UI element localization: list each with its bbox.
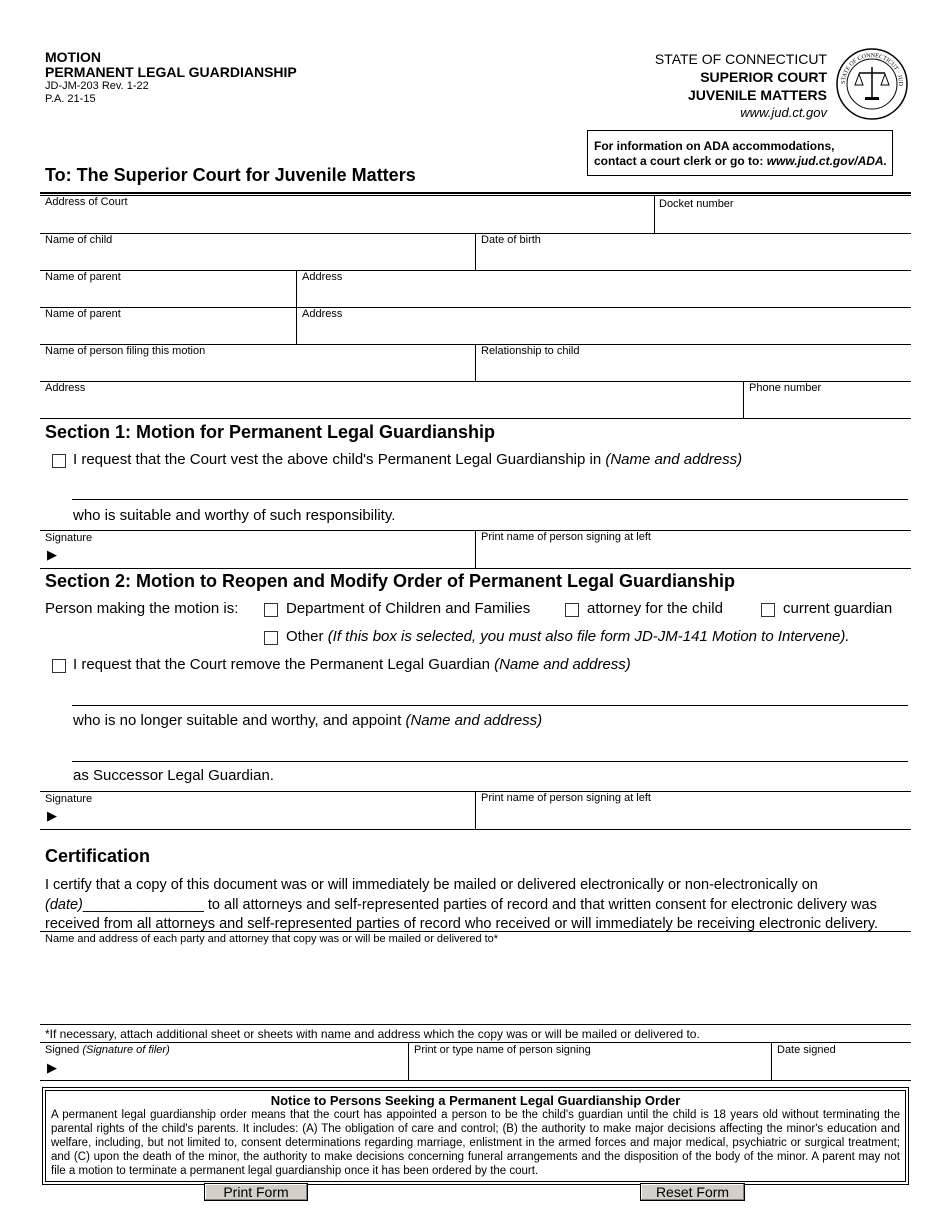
state-name: STATE OF CONNECTICUT bbox=[654, 51, 827, 67]
divider bbox=[743, 381, 744, 418]
parent1-name-label: Name of parent bbox=[45, 271, 121, 283]
dcf-label: Department of Children and Families bbox=[286, 600, 531, 617]
divider bbox=[40, 1042, 911, 1043]
notice-title: Notice to Persons Seeking a Permanent Legal Guardianship Order bbox=[270, 1093, 681, 1108]
signed-label: Signed (Signature of filer) bbox=[45, 1044, 170, 1056]
name-of-child-label: Name of child bbox=[45, 234, 113, 246]
form-header bbox=[45, 50, 297, 106]
phone-number-label: Phone number bbox=[749, 382, 822, 394]
notice-box bbox=[45, 1090, 906, 1182]
court-website: www.jud.ct.gov bbox=[740, 105, 827, 120]
appoint-text: who is no longer suitable and worthy, and appoint (Name and address) bbox=[73, 712, 543, 729]
successor-text: as Successor Legal Guardian. bbox=[73, 767, 274, 784]
print-type-name-label: Print or type name of person signing bbox=[414, 1044, 591, 1056]
attorney-label: attorney for the child bbox=[587, 600, 723, 617]
date-signed-label: Date signed bbox=[777, 1044, 836, 1056]
reset-form-button[interactable]: Reset Form bbox=[640, 1183, 745, 1201]
divider bbox=[40, 307, 911, 308]
form-title-line1: MOTION bbox=[45, 49, 101, 65]
ada-line2: contact a court clerk or go to: bbox=[594, 154, 767, 168]
other-checkbox[interactable] bbox=[264, 631, 278, 645]
court-line2: JUVENILE MATTERS bbox=[688, 87, 827, 103]
parties-label: Name and address of each party and attorney that copy was or will be mailed or delivered to* bbox=[45, 933, 499, 945]
divider bbox=[771, 1042, 772, 1080]
parent1-address-label: Address bbox=[302, 271, 343, 283]
certification-heading: Certification bbox=[45, 846, 151, 866]
certification-paragraph: I certify that a copy of this document was or will immediately be mailed or delivered electronically or non-electronically on (date)_______________ to all attorneys and self-represented parties of record and that written consent for electronic delivery was received from all attorneys and self-represented parties of record who received or will immediately be receiving electronic delivery. bbox=[45, 877, 879, 932]
remove-guardian-checkbox[interactable] bbox=[52, 659, 66, 673]
svg-text:STATE OF CONNECTICUT · JUDICIA bbox=[835, 47, 903, 87]
section1-heading: Section 1: Motion for Permanent Legal Guardianship bbox=[45, 422, 496, 442]
public-act: P.A. 21-15 bbox=[45, 93, 96, 105]
section1-request-checkbox[interactable] bbox=[52, 454, 66, 468]
ada-line1: For information on ADA accommodations, bbox=[594, 139, 835, 153]
section1-suitable-text: who is suitable and worthy of such responsibility. bbox=[73, 507, 396, 524]
form-title-line2: PERMANENT LEGAL GUARDIANSHIP bbox=[45, 64, 297, 80]
ada-link[interactable]: www.jud.ct.gov/ADA. bbox=[766, 154, 887, 168]
addressee-heading: To: The Superior Court for Juvenile Matters bbox=[45, 165, 416, 185]
divider bbox=[40, 270, 911, 271]
other-label: Other (If this box is selected, you must also file form JD-JM-141 Motion to Intervene). bbox=[286, 628, 850, 645]
remove-guardian-text: I request that the Court remove the Permanent Legal Guardian (Name and address) bbox=[73, 656, 631, 673]
divider bbox=[654, 196, 655, 233]
section1-signature-label: Signature bbox=[45, 532, 93, 544]
remove-guardian-entry-line[interactable] bbox=[72, 705, 908, 706]
form-number: JD-JM-203 Rev. 1-22 bbox=[45, 80, 149, 92]
guardian-label: current guardian bbox=[783, 600, 893, 617]
date-of-birth-label: Date of birth bbox=[481, 234, 541, 246]
divider bbox=[40, 829, 911, 830]
signed-arrow-icon: ▶ bbox=[47, 1060, 57, 1075]
double-rule-bottom bbox=[40, 195, 911, 196]
section1-guardian-entry-line[interactable] bbox=[72, 499, 908, 500]
docket-number-label: Docket number bbox=[659, 198, 734, 210]
divider bbox=[40, 931, 911, 932]
dcf-checkbox[interactable] bbox=[264, 603, 278, 617]
filer-address-label: Address bbox=[45, 382, 86, 394]
court-header bbox=[655, 50, 827, 122]
section1-sign-arrow-icon: ▶ bbox=[47, 547, 57, 562]
double-rule-top bbox=[40, 192, 911, 194]
print-form-button[interactable]: Print Form bbox=[204, 1183, 308, 1201]
attorney-checkbox[interactable] bbox=[565, 603, 579, 617]
filer-name-label: Name of person filing this motion bbox=[45, 345, 206, 357]
court-line1: SUPERIOR COURT bbox=[700, 69, 827, 85]
divider bbox=[40, 418, 911, 419]
parent2-address-label: Address bbox=[302, 308, 343, 320]
divider bbox=[475, 530, 476, 568]
ada-info-box bbox=[587, 130, 893, 176]
divider bbox=[475, 344, 476, 381]
address-of-court-label: Address of Court bbox=[45, 196, 128, 208]
section2-signature-label: Signature bbox=[45, 793, 93, 805]
appoint-entry-line[interactable] bbox=[72, 761, 908, 762]
divider bbox=[475, 791, 476, 829]
state-seal-icon bbox=[835, 47, 909, 121]
seal-text: STATE OF CONNECTICUT · JUD bbox=[840, 52, 904, 87]
divider bbox=[408, 1042, 409, 1080]
divider bbox=[40, 568, 911, 569]
divider bbox=[475, 233, 476, 270]
section1-print-name-label: Print name of person signing at left bbox=[481, 531, 651, 543]
section2-print-name-label: Print name of person signing at left bbox=[481, 792, 651, 804]
section2-heading: Section 2: Motion to Reopen and Modify Order of Permanent Legal Guardianship bbox=[45, 571, 736, 591]
guardian-checkbox[interactable] bbox=[761, 603, 775, 617]
attach-note: *If necessary, attach additional sheet or sheets with name and address which the copy was or will be mailed or delivered to. bbox=[45, 1027, 700, 1041]
divider bbox=[40, 1080, 911, 1081]
relationship-label: Relationship to child bbox=[481, 345, 580, 357]
parent2-name-label: Name of parent bbox=[45, 308, 121, 320]
section2-sign-arrow-icon: ▶ bbox=[47, 808, 57, 823]
section1-request-text: I request that the Court vest the above child's Permanent Legal Guardianship in (Name and address) bbox=[73, 451, 743, 468]
notice-body: A permanent legal guardianship order means that the court has appointed a person to be the child's guardian until the child is 18 years old without terminating the parental rights of the child's parents. It includes: (A) The obligation of care and control; (B) the authority to make major decisions affecting the minor's education and welfare, including, but not limited to, consent determinations regarding marriage, enlistment in the armed forces and major medical, psychiatric or surgical treatment; and (C) upon the death of the minor, the authority to make decisions concerning funeral arrangements and the disposition of the body of the minor. A parent may not file a motion to terminate a permanent legal guardianship once it has been ordered by the court. bbox=[51, 1109, 900, 1177]
person-making-label: Person making the motion is: bbox=[45, 600, 239, 617]
divider bbox=[40, 1024, 911, 1025]
